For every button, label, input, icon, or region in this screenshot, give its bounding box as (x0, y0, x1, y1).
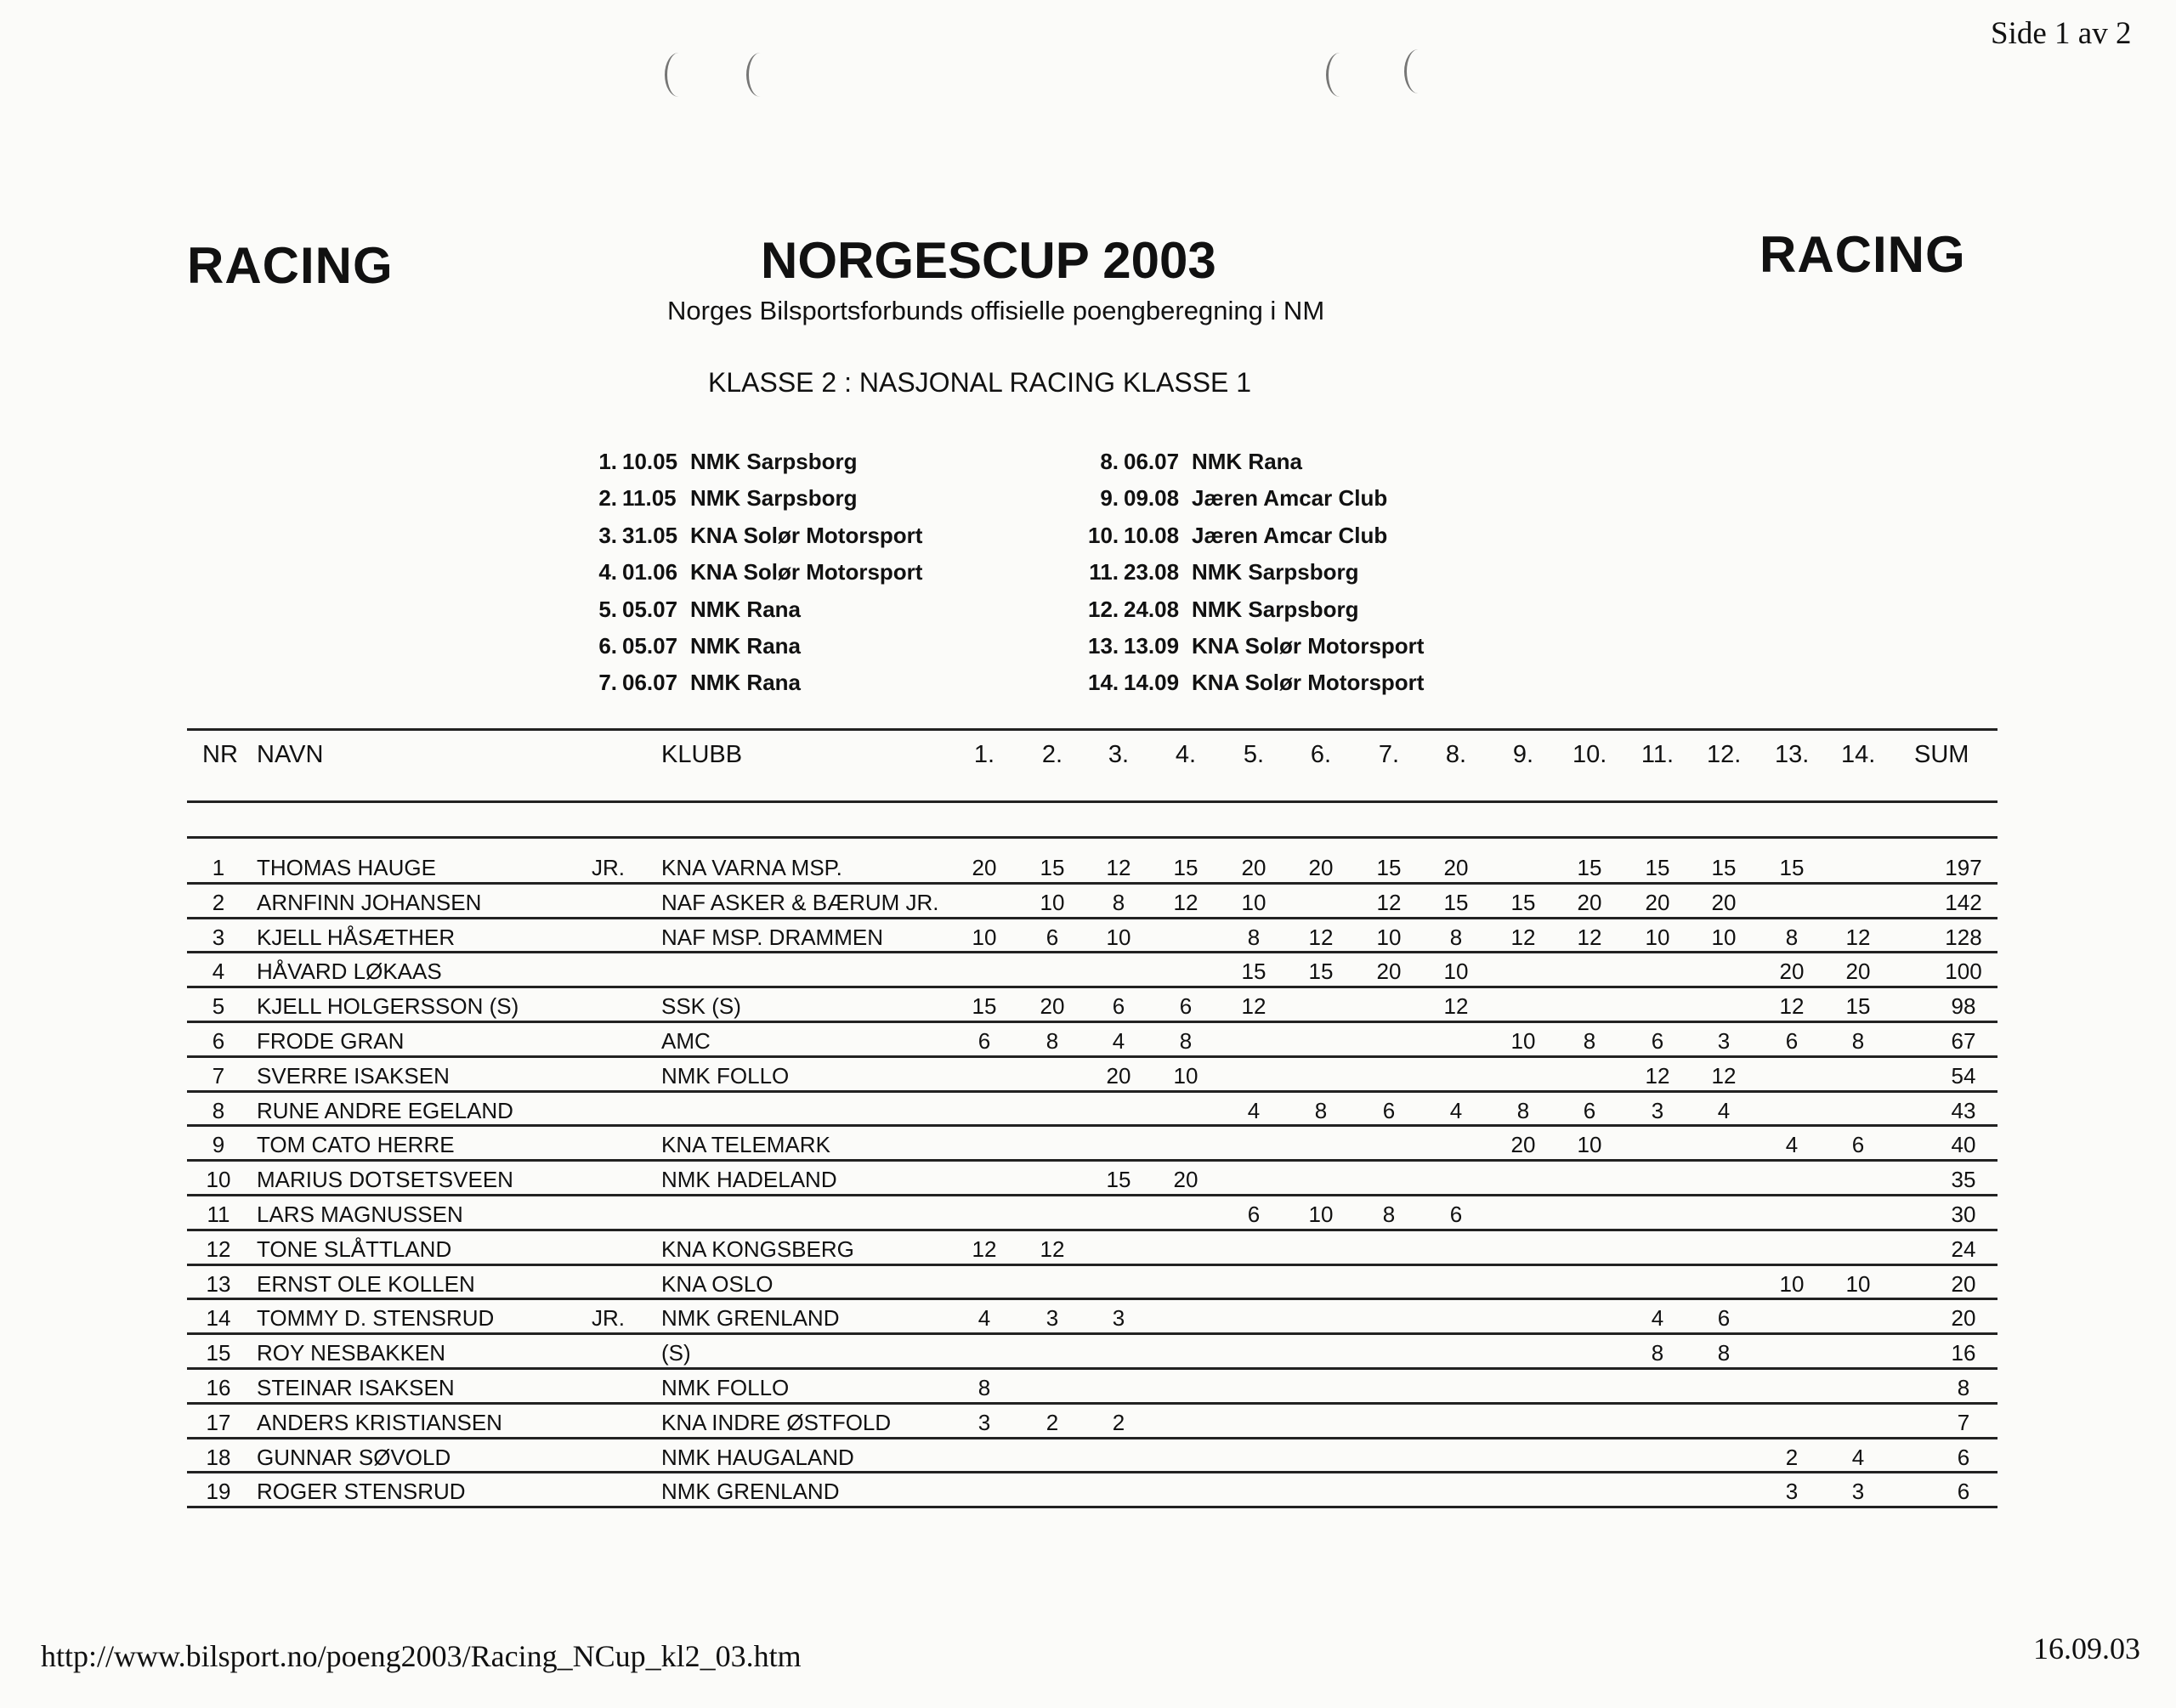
cell-round-1: 8 (978, 1375, 991, 1400)
cell-round-3: 3 (1112, 1305, 1125, 1332)
cell-round-13: 20 (1779, 959, 1805, 985)
cell-round-7: 6 (1382, 1097, 1396, 1123)
header-round-8: 8. (1445, 741, 1467, 768)
cell-round-14: 3 (1851, 1479, 1865, 1505)
event-club: NMK Rana (690, 596, 802, 622)
table-row (187, 1127, 1998, 1162)
cell-nr: 5 (212, 993, 225, 1020)
event-date: 01.06 (622, 559, 678, 585)
cell-round-11: 10 (1645, 924, 1670, 950)
table-row (187, 1266, 1998, 1301)
header-round-5: 5. (1243, 741, 1265, 768)
event-number: 9. (1100, 485, 1119, 512)
cell-round-12: 6 (1717, 1305, 1731, 1332)
table-row (187, 850, 1998, 885)
event-number: 5. (598, 596, 617, 622)
cell-klubb: NMK HADELAND (661, 1167, 837, 1193)
racing-heading-left: RACING (187, 237, 394, 294)
event-club: Jæren Amcar Club (1192, 485, 1388, 512)
footer-url: http://www.bilsport.no/poeng2003/Racing_NCup_kl2_03.htm (41, 1639, 802, 1673)
cell-navn: TOMMY D. STENSRUD (257, 1305, 495, 1332)
event-item (586, 517, 922, 554)
cell-round-4: 15 (1173, 855, 1198, 880)
cell-round-12: 4 (1717, 1097, 1731, 1123)
cell-round-3: 20 (1106, 1062, 1131, 1089)
cell-round-3: 2 (1112, 1409, 1125, 1435)
header-bottom-rule (187, 800, 1998, 803)
cell-round-2: 2 (1046, 1409, 1059, 1435)
cell-klubb: NMK FOLLO (661, 1062, 790, 1089)
cell-navn: STEINAR ISAKSEN (257, 1375, 455, 1400)
table-row (187, 1093, 1998, 1128)
punch-hole (665, 53, 693, 97)
class-label: KLASSE 2 : NASJONAL RACING KLASSE 1 (708, 367, 1252, 398)
cell-nr: 19 (206, 1479, 231, 1505)
cell-round-4: 12 (1173, 889, 1198, 915)
cell-round-5: 10 (1241, 889, 1266, 915)
cell-round-10: 15 (1577, 855, 1602, 880)
header-klubb: KLUBB (661, 741, 743, 768)
event-item (1088, 665, 1424, 701)
cell-sum: 54 (1951, 1062, 1976, 1089)
cell-round-3: 10 (1106, 924, 1131, 950)
cell-round-5: 15 (1241, 959, 1266, 985)
cell-round-4: 6 (1179, 993, 1193, 1020)
cell-round-14: 20 (1845, 959, 1871, 985)
cell-round-13: 8 (1785, 924, 1799, 950)
cell-round-5: 20 (1241, 855, 1266, 880)
cell-sum: 43 (1951, 1097, 1976, 1123)
cell-round-2: 20 (1040, 993, 1065, 1020)
event-number: 12. (1088, 596, 1119, 622)
cell-round-10: 10 (1577, 1132, 1602, 1158)
cell-round-2: 3 (1046, 1305, 1059, 1332)
event-list-left (586, 444, 922, 702)
event-date: 05.07 (622, 596, 678, 622)
event-number: 14. (1088, 670, 1119, 696)
cell-navn: RUNE ANDRE EGELAND (257, 1097, 513, 1123)
event-item (1088, 554, 1424, 591)
cell-nr: 10 (206, 1167, 231, 1193)
cell-round-11: 8 (1651, 1340, 1664, 1366)
header-round-12: 12. (1707, 741, 1742, 768)
table-row (187, 1335, 1998, 1370)
cell-round-12: 3 (1717, 1028, 1731, 1054)
table-row (187, 1162, 1998, 1196)
cell-round-14: 12 (1845, 924, 1871, 950)
cell-round-8: 10 (1443, 959, 1469, 985)
event-number: 7. (598, 670, 617, 696)
cell-nr: 8 (212, 1097, 225, 1123)
cell-round-13: 4 (1785, 1132, 1799, 1158)
table-row (187, 885, 1998, 919)
event-date: 06.07 (622, 670, 678, 696)
body-top-rule (187, 836, 1998, 839)
cell-round-11: 20 (1645, 889, 1670, 915)
cell-round-5: 4 (1247, 1097, 1261, 1123)
cell-nr: 13 (206, 1270, 231, 1297)
event-club: NMK Rana (1192, 449, 1303, 474)
event-club: NMK Rana (690, 670, 802, 696)
table-row (187, 1058, 1998, 1093)
cell-sum: 6 (1957, 1479, 1970, 1505)
cell-nr: 4 (212, 959, 225, 985)
table-row (187, 919, 1998, 954)
cell-round-12: 20 (1711, 889, 1737, 915)
table-top-rule (187, 728, 1998, 731)
cell-round-1: 15 (972, 993, 997, 1020)
cell-round-10: 8 (1583, 1028, 1596, 1054)
cell-nr: 12 (206, 1236, 231, 1262)
cell-nr: 9 (212, 1132, 225, 1158)
event-date: 13.09 (1124, 632, 1180, 659)
cell-round-14: 10 (1845, 1270, 1871, 1297)
event-date: 10.05 (622, 449, 678, 474)
cell-sum: 67 (1951, 1028, 1976, 1054)
racing-heading-right: RACING (1760, 226, 1966, 283)
cell-round-7: 15 (1376, 855, 1402, 880)
cell-nr: 15 (206, 1340, 231, 1366)
cell-round-12: 15 (1711, 855, 1737, 880)
cell-round-6: 15 (1308, 959, 1334, 985)
event-club: KNA Solør Motorsport (690, 559, 923, 585)
cell-round-13: 10 (1779, 1270, 1805, 1297)
cell-round-14: 4 (1851, 1444, 1865, 1470)
cell-nr: 2 (212, 889, 225, 915)
cell-navn: SVERRE ISAKSEN (257, 1062, 450, 1089)
cell-round-11: 15 (1645, 855, 1670, 880)
cell-sum: 8 (1957, 1375, 1970, 1400)
cell-klubb: KNA OSLO (661, 1270, 774, 1297)
table-row (187, 1023, 1998, 1058)
cell-round-5: 6 (1247, 1202, 1261, 1227)
header-round-7: 7. (1378, 741, 1400, 768)
cell-sum: 98 (1951, 993, 1976, 1020)
event-date: 31.05 (622, 522, 678, 548)
cell-klubb: AMC (661, 1028, 711, 1054)
cell-klubb: NMK GRENLAND (661, 1479, 840, 1505)
cell-nr: 18 (206, 1444, 231, 1470)
cell-navn: MARIUS DOTSETSVEEN (257, 1167, 513, 1193)
event-item (586, 444, 922, 480)
cell-round-13: 3 (1785, 1479, 1799, 1505)
cell-jr: JR. (592, 855, 625, 880)
cell-navn: TOM CATO HERRE (257, 1132, 455, 1158)
cell-sum: 20 (1951, 1270, 1976, 1297)
cell-navn: ROY NESBAKKEN (257, 1340, 446, 1366)
cell-sum: 20 (1951, 1305, 1976, 1332)
cell-round-12: 8 (1717, 1340, 1731, 1366)
punch-hole (1326, 53, 1354, 97)
header-round-1: 1. (973, 741, 995, 768)
cell-navn: TONE SLÅTTLAND (257, 1236, 452, 1262)
cell-round-7: 10 (1376, 924, 1402, 950)
event-date: 06.07 (1124, 449, 1180, 474)
header-round-4: 4. (1175, 741, 1197, 768)
event-date: 10.08 (1124, 522, 1180, 548)
cell-sum: 197 (1945, 855, 1982, 880)
cell-navn: KJELL HOLGERSSON (S) (257, 993, 519, 1020)
cell-round-13: 2 (1785, 1444, 1799, 1470)
cell-round-4: 8 (1179, 1028, 1193, 1054)
page-subtitle: Norges Bilsportsforbunds offisielle poengberegning i NM (667, 296, 1325, 325)
event-club: NMK Sarpsborg (690, 449, 858, 474)
cell-round-14: 15 (1845, 993, 1871, 1020)
page-number: Side 1 av 2 (1991, 16, 2132, 51)
cell-round-3: 15 (1106, 1167, 1131, 1193)
cell-sum: 35 (1951, 1167, 1976, 1193)
cell-sum: 7 (1957, 1409, 1970, 1435)
table-row (187, 1439, 1998, 1474)
cell-round-9: 15 (1510, 889, 1536, 915)
cell-round-3: 6 (1112, 993, 1125, 1020)
header-round-9: 9. (1512, 741, 1534, 768)
event-number: 4. (598, 559, 617, 585)
cell-jr: JR. (592, 1305, 625, 1332)
header-nr: NR (202, 741, 238, 768)
header-navn: NAVN (257, 741, 324, 768)
cell-round-14: 6 (1851, 1132, 1865, 1158)
table-row (187, 988, 1998, 1023)
cell-round-7: 20 (1376, 959, 1402, 985)
cell-round-1: 3 (978, 1409, 991, 1435)
event-item (586, 591, 922, 628)
cell-nr: 1 (212, 855, 225, 880)
cell-nr: 3 (212, 924, 225, 950)
header-round-3: 3. (1108, 741, 1130, 768)
event-number: 1. (598, 449, 617, 474)
event-item (1088, 480, 1424, 517)
cell-round-5: 8 (1247, 924, 1261, 950)
header-round-2: 2. (1041, 741, 1063, 768)
event-item (1088, 628, 1424, 665)
cell-round-8: 12 (1443, 993, 1469, 1020)
cell-klubb: (S) (661, 1340, 691, 1366)
cell-round-9: 20 (1510, 1132, 1536, 1158)
cell-klubb: KNA INDRE ØSTFOLD (661, 1409, 892, 1435)
event-item (1088, 517, 1424, 554)
punch-hole (746, 53, 774, 97)
event-number: 3. (598, 522, 617, 548)
event-date: 11.05 (622, 485, 677, 512)
cell-round-7: 12 (1376, 889, 1402, 915)
table-row (187, 1231, 1998, 1266)
event-number: 13. (1088, 632, 1119, 659)
cell-nr: 11 (207, 1202, 230, 1227)
cell-round-9: 8 (1516, 1097, 1530, 1123)
cell-round-2: 8 (1046, 1028, 1059, 1054)
event-club: KNA Solør Motorsport (1192, 670, 1425, 696)
event-date: 09.08 (1124, 485, 1180, 512)
cell-round-10: 12 (1577, 924, 1602, 950)
cell-navn: HÅVARD LØKAAS (257, 959, 442, 985)
cell-sum: 142 (1945, 889, 1982, 915)
cell-round-7: 8 (1382, 1202, 1396, 1227)
event-number: 6. (598, 632, 617, 659)
cell-klubb: KNA TELEMARK (661, 1132, 830, 1158)
cell-nr: 6 (212, 1028, 225, 1054)
cell-round-1: 6 (978, 1028, 991, 1054)
header-round-6: 6. (1310, 741, 1332, 768)
cell-round-6: 20 (1308, 855, 1334, 880)
event-club: Jæren Amcar Club (1192, 522, 1388, 548)
cell-round-2: 10 (1040, 889, 1065, 915)
header-round-14: 14. (1841, 741, 1876, 768)
cell-round-13: 12 (1779, 993, 1805, 1020)
cell-sum: 128 (1945, 924, 1982, 950)
cell-round-9: 10 (1510, 1028, 1536, 1054)
event-club: NMK Sarpsborg (1192, 559, 1359, 585)
cell-navn: ERNST OLE KOLLEN (257, 1270, 475, 1297)
table-row (187, 1473, 1998, 1508)
event-number: 2. (598, 485, 617, 512)
table-row (187, 953, 1998, 988)
cell-round-11: 6 (1651, 1028, 1664, 1054)
cell-klubb: NAF MSP. DRAMMEN (661, 924, 883, 950)
cell-nr: 16 (206, 1375, 231, 1400)
cell-navn: ANDERS KRISTIANSEN (257, 1409, 502, 1435)
table-row (187, 1405, 1998, 1439)
event-club: NMK Sarpsborg (690, 485, 858, 512)
cell-klubb: NMK GRENLAND (661, 1305, 840, 1332)
cell-navn: KJELL HÅSÆTHER (257, 924, 456, 950)
cell-navn: THOMAS HAUGE (257, 855, 436, 880)
cell-round-5: 12 (1241, 993, 1266, 1020)
cell-klubb: NMK FOLLO (661, 1375, 790, 1400)
cell-round-6: 8 (1314, 1097, 1328, 1123)
cell-sum: 30 (1951, 1202, 1976, 1227)
cell-round-3: 8 (1112, 889, 1125, 915)
cell-round-6: 10 (1308, 1202, 1334, 1227)
event-date: 14.09 (1124, 670, 1180, 696)
cell-klubb: NMK HAUGALAND (661, 1444, 854, 1470)
cell-navn: FRODE GRAN (257, 1028, 405, 1054)
page-title: NORGESCUP 2003 (761, 232, 1216, 289)
event-item (1088, 444, 1424, 480)
header-sum: SUM (1914, 741, 1969, 768)
cell-sum: 24 (1951, 1236, 1976, 1262)
event-club: NMK Rana (690, 632, 802, 659)
cell-round-11: 12 (1645, 1062, 1670, 1089)
cell-navn: LARS MAGNUSSEN (257, 1202, 463, 1227)
cell-round-8: 4 (1449, 1097, 1463, 1123)
cell-navn: GUNNAR SØVOLD (257, 1444, 451, 1470)
header-round-10: 10. (1572, 741, 1607, 768)
cell-round-11: 4 (1651, 1305, 1664, 1332)
cell-round-1: 10 (972, 924, 997, 950)
table-row (187, 1300, 1998, 1335)
cell-round-10: 20 (1577, 889, 1602, 915)
cell-sum: 100 (1945, 959, 1982, 985)
row-rule (187, 1506, 1998, 1508)
cell-klubb: KNA VARNA MSP. (661, 855, 842, 880)
event-club: KNA Solør Motorsport (1192, 632, 1425, 659)
event-item (586, 480, 922, 517)
cell-round-11: 3 (1651, 1097, 1664, 1123)
header-round-11: 11. (1640, 741, 1674, 768)
cell-round-8: 15 (1443, 889, 1469, 915)
cell-round-8: 8 (1449, 924, 1463, 950)
cell-round-12: 10 (1711, 924, 1737, 950)
cell-nr: 7 (212, 1062, 225, 1089)
cell-nr: 17 (206, 1409, 231, 1435)
cell-round-14: 8 (1851, 1028, 1865, 1054)
event-item (586, 554, 922, 591)
cell-sum: 40 (1951, 1132, 1976, 1158)
cell-navn: ARNFINN JOHANSEN (257, 889, 482, 915)
footer-date: 16.09.03 (2033, 1632, 2140, 1666)
event-number: 10. (1088, 522, 1119, 548)
cell-sum: 16 (1951, 1340, 1976, 1366)
cell-round-1: 4 (978, 1305, 991, 1332)
table-row (187, 1370, 1998, 1405)
event-number: 8. (1100, 449, 1119, 474)
cell-round-12: 12 (1711, 1062, 1737, 1089)
cell-nr: 14 (206, 1305, 231, 1332)
event-date: 24.08 (1124, 596, 1180, 622)
cell-sum: 6 (1957, 1444, 1970, 1470)
cell-round-4: 10 (1173, 1062, 1198, 1089)
event-number: 11. (1089, 559, 1119, 585)
cell-round-13: 15 (1779, 855, 1805, 880)
cell-round-2: 12 (1040, 1236, 1065, 1262)
event-club: KNA Solør Motorsport (690, 522, 923, 548)
cell-round-2: 6 (1046, 924, 1059, 950)
event-date: 23.08 (1124, 559, 1180, 585)
event-item (586, 628, 922, 665)
event-item (586, 665, 922, 701)
cell-round-9: 12 (1510, 924, 1536, 950)
cell-round-4: 20 (1173, 1167, 1198, 1193)
cell-navn: ROGER STENSRUD (257, 1479, 466, 1505)
cell-klubb: SSK (S) (661, 993, 741, 1020)
cell-klubb: NAF ASKER & BÆRUM JR. (661, 889, 939, 915)
cell-round-1: 20 (972, 855, 997, 880)
cell-round-3: 12 (1106, 855, 1131, 880)
cell-round-10: 6 (1583, 1097, 1596, 1123)
cell-round-8: 6 (1449, 1202, 1463, 1227)
cell-round-3: 4 (1112, 1028, 1125, 1054)
cell-round-1: 12 (972, 1236, 997, 1262)
cell-klubb: KNA KONGSBERG (661, 1236, 854, 1262)
event-club: NMK Sarpsborg (1192, 596, 1359, 622)
event-list-right (1088, 444, 1424, 702)
cell-round-8: 20 (1443, 855, 1469, 880)
cell-round-2: 15 (1040, 855, 1065, 880)
cell-round-6: 12 (1308, 924, 1334, 950)
event-date: 05.07 (622, 632, 678, 659)
header-round-13: 13. (1775, 741, 1810, 768)
punch-hole (1404, 49, 1432, 93)
event-item (1088, 591, 1424, 628)
table-row (187, 1196, 1998, 1231)
cell-round-13: 6 (1785, 1028, 1799, 1054)
